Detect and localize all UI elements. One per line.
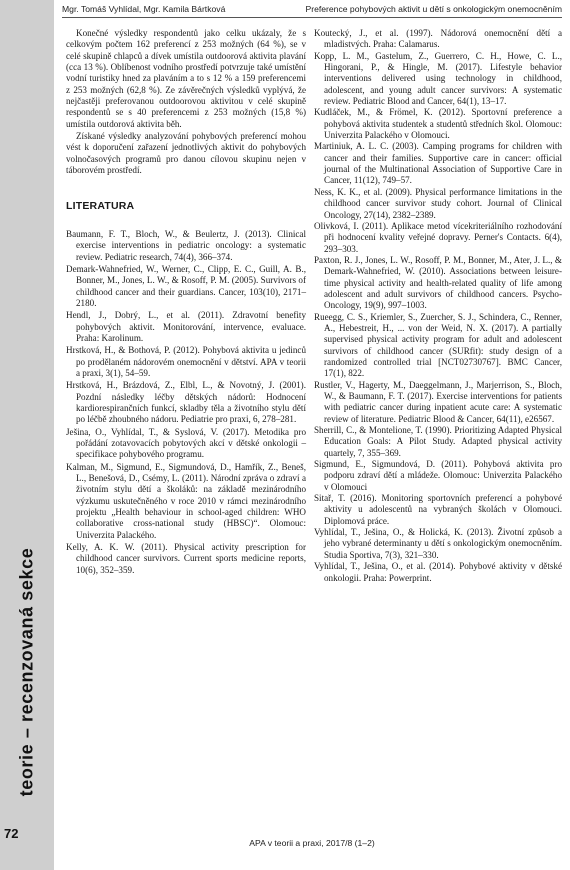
reference-item: Rustler, V., Hagerty, M., Daeggelmann, J., Marjerrison, S., Bloch, W., & Baumann, F. T. (2017). Exercise interventions for patients with pediatric cancer during inpatient acute care: A systematic review of literature. Pediatric Blood & Cancer, 64(11), e26567. [314, 379, 562, 424]
reference-item: Ješina, O., Vyhlídal, T., & Syslová, V. (2017). Metodika pro pořádání zotavovacích pobytových akcí v dětské onkologii – specifikace pohybového programu. [66, 426, 306, 460]
reference-item: Kudláček, M., & Frömel, K. (2012). Sportovní preference a pohybová aktivita studentek a studentů středních škol. Olomouc: Univerzita Palackého v Olomouci. [314, 107, 562, 141]
left-column [66, 28, 306, 577]
reference-item: Rueegg, C. S., Kriemler, S., Zuercher, S. J., Schindera, C., Renner, A., Hebestreit, H., ... von der Weid, N. X. (2017). A partially supervised physical activity program for adult and adolescent survivors of childhood cancer (SURfit): study design of a randomized controlled trial [NCT02730767]. BMC Cancer, 17(1), 822. [314, 311, 562, 379]
right-column [314, 28, 562, 584]
reference-item: Ness, K. K., et al. (2009). Physical performance limitations in the childhood cancer survivor study cohort. Journal of Clinical Oncology, 27(14), 2382–2389. [314, 186, 562, 220]
section-sidebar [0, 0, 54, 870]
reference-item: Olivková, I. (2011). Aplikace metod vícekriteriálního rozhodování při hodnocení kvality veřejné dopravy. Perner's Contacts. 6(4), 293–303. [314, 220, 562, 254]
section-label: teorie – recenzovaná sekce [16, 547, 37, 797]
reference-item: Sitař, T. (2016). Monitoring sportovních preferencí a pohybové aktivity u adolescentů na vybraných školách v Olomouci. Diplomová práce. [314, 493, 562, 526]
header-authors: Mgr. Tomáš Vyhlídal, Mgr. Kamila Bártková [62, 4, 226, 14]
reference-item: Vyhlídal, T., Ješina, O., & Holická, K. (2013). Životní způsob a jeho vybrané determinanty u dětí s onkologickým onemocněním. Studia Sportiva, 7(3), 321–330. [314, 527, 562, 560]
reference-item: Demark-Wahnefried, W., Werner, C., Clipp, E. C., Guill, A. B., Bonner, M., Jones, L. W., & Rosoff, P. M. (2005). Survivors of childhood cancer and their guardians. Cancer, 103(10), 2171–2180. [66, 263, 306, 308]
reference-item: Baumann, F. T., Bloch, W., & Beulertz, J. (2013). Clinical exercise interventions in pediatric oncology: a systematic review. Pediatric research, 74(4), 366–374. [66, 228, 306, 262]
references-list-left [66, 229, 306, 576]
reference-item: Kelly, A. K. W. (2011). Physical activity prescription for childhood cancer survivors. Current sports medicine reports, 10(6), 352–359. [66, 542, 306, 575]
reference-item: Vyhlídal, T., Ješina, O., et al. (2014). Pohybové aktivity v dětské onkologii. Praha: Powerprint. [314, 561, 562, 583]
body-paragraph: Získané výsledky analyzování pohybových preferencí mohou vést k doporučení zařazení jednotlivých aktivit do pohybových volnočasových programů pro danou cílovou skupinu nejen v táborovém prostředí. [66, 131, 306, 176]
page-number: 72 [4, 826, 19, 841]
header-title: Preference pohybových aktivit u dětí s onkologickým onemocněním [305, 4, 562, 14]
reference-item: Sherrill, C., & Montelione, T. (1990). Prioritizing Adapted Physical Education Goals: A Pilot Study. Adapted physical activity quartely, 7, 355–369. [314, 425, 562, 458]
reference-item: Hrstková, H., & Bothová, P. (2012). Pohybová aktivita u jedinců po prodělaném nádorovém onemocnění v dětství. APA v teorii a praxi, 3(1), 54–59. [66, 345, 306, 378]
reference-item: Kalman, M., Sigmund, E., Sigmundová, D., Hamřík, Z., Beneš, L., Benešová, D., Csémy, L. (2011). Národní zpráva o zdraví a životním stylu dětí a školáků: na základě mezinárodního výzkumu uskutečněného v roce 2010 v rámci mezinárodního projektu „Health behaviour in school-aged children: WHO collaborative cross-national study (HBSC)“. Olomouc: Univerzita Palackého. [66, 461, 306, 540]
reference-item: Hendl, J., Dobrý, L., et al. (2011). Zdravotní benefity pohybových aktivit. Monitorování, intervence, evaluace. Praha: Karolinum. [66, 310, 306, 343]
body-paragraph: Konečné výsledky respondentů jako celku ukázaly, že s celkovým počtem 162 preferencí z 253 možných (64 %), se v celé skupině chlapců a dívek umístila outdoorová aktivita plavání (cca 13 %). Oblíbenost vodního prostředí potvrzuje také umístění vodní turistiky hned za plaváním a to s 12 % a 159 preferencemi z 253 možných (62,8 %). Ze závěrečných výsledků vyplývá, že nejčastěji preferovanou outdoorovou aktivitou v celé skupině respondentů se s 40 preferencemi z 253 možných (15,8 %) umístila outdorová aktivita běh. [66, 28, 306, 129]
reference-item: Hrstková, H., Brázdová, Z., Elbl, L., & Novotný, J. (2001). Pozdní následky léčby dětských nádorů: Hodnocení kardiorespirančních funkcí, skladby těla a životního stylu dětí po léčbě zhoubného nádoru. Pediatrie pro praxi, 6, 278–281. [66, 380, 306, 425]
reference-item: Sigmund, E., Sigmundová, D. (2011). Pohybová aktivita pro podporu zdraví dětí a mládeže. Olomouc: Univerzita Palackého v Olomouci [314, 459, 562, 492]
page-footer: APA v teorii a praxi, 2017/8 (1–2) [249, 838, 375, 848]
reference-item: Martiniuk, A. L. C. (2003). Camping programs for children with cancer and their families. Supportive care in cancer: official journal of the Multinational Association of Supportive Care in Cancer, 11(12), 749–57. [314, 141, 562, 186]
references-heading: LITERATURA [66, 200, 135, 213]
reference-item: Koutecký, J., et al. (1997). Nádorová onemocnění dětí a mladistvých. Praha: Calamarus. [314, 28, 562, 50]
reference-item: Paxton, R. J., Jones, L. W., Rosoff, P. M., Bonner, M., Ater, J. L., & Demark-Wahnefried, W. (2010). Associations between leisure-time physical activity and health-related quality of life among adolescent and adult survivors of childhood cancers. Psycho-Oncology, 19(9), 997–1003. [314, 254, 562, 311]
running-header [62, 4, 562, 18]
header-rule [62, 17, 562, 18]
reference-item: Kopp, L. M., Gastelum, Z., Guerrero, C. H., Howe, C. L., Hingorani, P., & Hingle, M. (2017). Lifestyle behavior interventions delivered using technology in childhood, adolescent, and young adult cancer survivors: A systematic review. Pediatric Blood and Cancer, 64(1), 13–17. [314, 50, 562, 107]
